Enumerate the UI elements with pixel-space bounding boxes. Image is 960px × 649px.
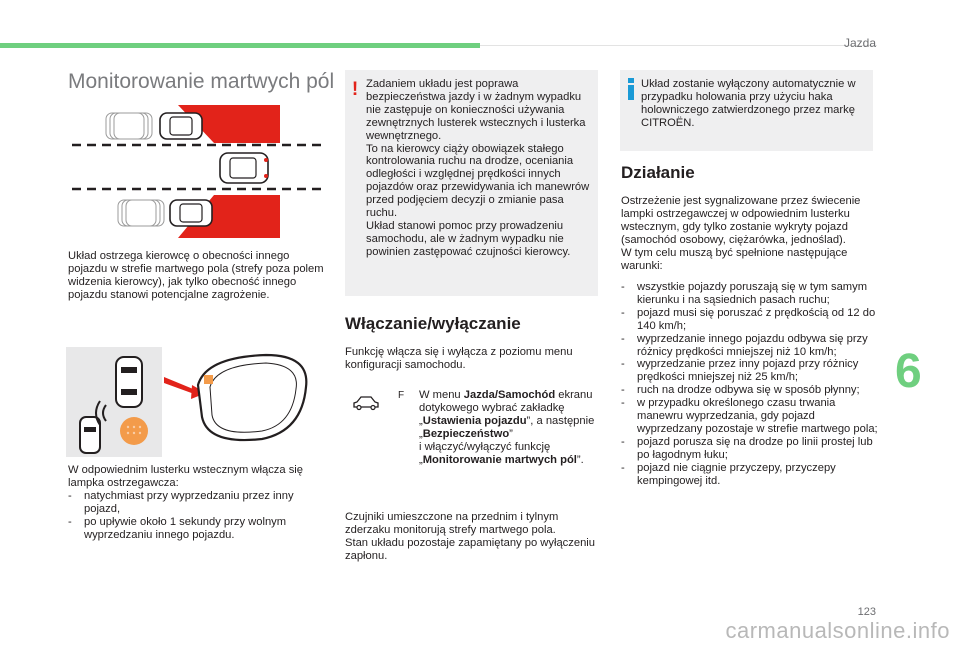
section-heading-wlaczanie: Włączanie/wyłączanie	[345, 314, 521, 333]
menu-name: Jazda/Samochód	[463, 389, 556, 401]
list-item: - pojazd nie ciągnie przyczepy, przyczepy kempingowej itd.	[621, 462, 879, 488]
tab-name: Ustawienia pojazdu	[422, 414, 527, 427]
list-item: - natychmiast przy wyprzedzaniu przez inny pojazd,	[68, 490, 330, 516]
watermark[interactable]: carmanualsonline.info	[725, 618, 950, 643]
blind-spot-illustration	[66, 103, 331, 240]
step-text: W menu	[419, 389, 464, 401]
conditions-list	[621, 281, 879, 488]
list-item: - w przypadku określonego czasu trwania manewru wyprzedzania, gdy pojazd wyprzedzany pozostaje w strefie martwego pola;	[621, 397, 879, 436]
list-item: - ruch na drodze odbywa się w sposób płynny;	[621, 384, 879, 397]
chapter-title: Jazda	[843, 36, 876, 50]
step-text: ”, a następnie „	[419, 414, 595, 440]
wlaczanie-step	[419, 389, 597, 466]
car-settings-icon	[352, 395, 380, 411]
list-item: - wyprzedzanie przez inny pojazd przy różnicy prędkości mniejszej niż 25 km/h;	[621, 358, 879, 384]
header-divider	[480, 45, 877, 46]
info-text: Układ zostanie wyłączony automatycznie w przypadku holowania przy użyciu haka holowniczego zatwierdzonego przez markę CITROËN.	[641, 78, 856, 129]
header-accent-bar	[0, 43, 480, 48]
section-name: Bezpieczeństwo	[422, 427, 510, 440]
list-item: - wszystkie pojazdy poruszają się w tym samym kierunku i na sąsiednich pasach ruchu;	[621, 281, 879, 307]
intro-paragraph: Układ ostrzega kierowcę o obecności innego pojazdu w strefie martwego pola (strefy poza polem widzenia kierowcy), jak tylko obecność innego pojazdu stanowi potencjalne zagrożenie.	[68, 250, 324, 301]
chapter-number: 6	[895, 345, 922, 398]
list-item: - po upływie około 1 sekundy przy wolnym wyprzedzaniu innego pojazdu.	[68, 516, 330, 542]
dzialanie-intro: Ostrzeżenie jest sygnalizowane przez świecenie lampki ostrzegawczej w odpowiednim lusterku wstecznym, gdy tylko zostanie wykryty pojazd (samochód osobowy, ciężarówka, jednoślad). W tym celu muszą być spełnione następujące warunki:	[621, 195, 861, 272]
wlaczanie-intro: Funkcję włącza się i wyłącza z poziomu menu konfiguracji samochodu.	[345, 346, 573, 371]
list-item: - wyprzedzanie innego pojazdu odbywa się przy różnicy prędkości mniejszej niż 10 km/h;	[621, 333, 879, 359]
mirror-warning-illustration	[66, 347, 331, 457]
step-text: ” i włączyć/wyłączyć funkcję „	[419, 427, 551, 466]
step-arrow-icon: F	[398, 390, 405, 401]
section-heading-dzialanie: Działanie	[621, 163, 695, 182]
info-icon	[627, 78, 635, 100]
page-number: 123	[857, 606, 876, 618]
lamp-list	[68, 490, 330, 542]
step-text: ”.	[576, 453, 584, 466]
step-text: ekranu dotykowego wybrać zakładkę „	[419, 389, 593, 427]
list-item: - pojazd musi się poruszać z prędkością od 12 do 140 km/h;	[621, 307, 879, 333]
function-name: Monitorowanie martwych pól	[422, 453, 577, 466]
list-item: - pojazd porusza się na drodze po linii prostej lub po łagodnym łuku;	[621, 436, 879, 462]
page-title: Monitorowanie martwych pól	[68, 70, 335, 93]
lamp-section	[68, 464, 330, 541]
exclamation-icon: !	[351, 79, 359, 100]
warning-text: Zadaniem układu jest poprawa bezpieczeństwa jazdy i w żadnym wypadku nie zastępuje on konieczności używania zewnętrznych lusterek wstecznych i lusterka wewnętrznego. To na kierowcy ciąży obowiązek stałego kontrolowania ruchu na drodze, oceniania odległości i względnej prędkości innych pojazdów oraz przewidywania ich manewrów przed podjęciem decyzji o zmianie pasa ruchu. Układ stanowi pomoc przy prowadzeniu samochodu, ale w żadnym wypadku nie powinien zastępować czujności kierowcy.	[366, 78, 590, 258]
sensors-paragraph: Czujniki umieszczone na przednim i tylnym zderzaku monitorują strefy martwego pola. Stan układu pozostaje zapamiętany po wyłączeniu zapłonu.	[345, 511, 596, 562]
lamp-intro: W odpowiednim lusterku wstecznym włącza się lampka ostrzegawcza:	[68, 464, 304, 489]
